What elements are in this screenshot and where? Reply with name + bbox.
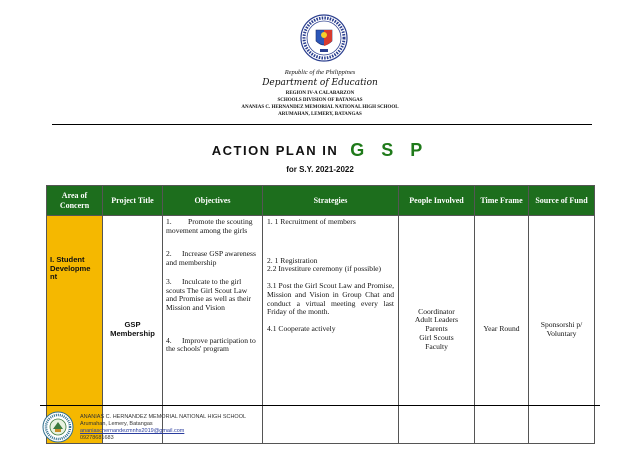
strategy-item: 2. 1 Registration bbox=[267, 255, 318, 265]
objective-item: 2. Increase GSP awareness and membership bbox=[166, 249, 256, 268]
footer-address: Arumahan, Lemery, Batangas bbox=[80, 421, 153, 428]
school-year: for S.Y. 2021-2022 bbox=[286, 165, 354, 174]
footer-info bbox=[80, 414, 246, 443]
header-fund: Source of Fund bbox=[529, 186, 595, 216]
footer-email-link[interactable]: ananiaschernandezmnhs2019@gmail.com bbox=[80, 428, 185, 435]
footer-phone: 09278681683 bbox=[80, 435, 114, 442]
deped-seal-icon bbox=[300, 14, 348, 62]
republic-line: Republic of the Philippines bbox=[284, 69, 356, 76]
objective-item: 4. Improve participation to the schools' program bbox=[166, 335, 256, 354]
region-line: REGION IV-A CALABARZON bbox=[285, 91, 355, 96]
objective-item: 3. Inculcate to the girl scouts The Girl Scout Law and Promise as well as their Mission and Vision bbox=[166, 276, 251, 313]
strategy-item: 4.1 Cooperate actively bbox=[267, 324, 336, 334]
school-line: ANANIAS C. HERNANDEZ MEMORIAL NATIONAL HIGH SCHOOL bbox=[241, 105, 399, 110]
table-header-row bbox=[47, 186, 595, 216]
header-area: Area of Concern bbox=[47, 186, 103, 216]
people-cell bbox=[399, 216, 475, 444]
time-frame-cell: Year Round bbox=[475, 216, 529, 444]
project-cell: GSP Membership bbox=[103, 216, 163, 444]
people-item: Parents bbox=[425, 324, 448, 334]
people-item: Adult Leaders bbox=[414, 315, 459, 325]
division-line: SCHOOLS DIVISION OF BATANGAS bbox=[277, 98, 363, 103]
school-logo-icon bbox=[42, 411, 74, 443]
strategy-item: 3.1 Post the Girl Scout Law and Promise, Mission and Vision in Group Chat and conduct a virtual meeting every last Friday of the month. bbox=[267, 281, 394, 317]
footer-school: ANANIAS C. HERNANDEZ MEMORIAL NATIONAL HIGH SCHOOL bbox=[80, 414, 247, 420]
strategy-item: 2.2 Investiture ceremony (if possible) bbox=[267, 264, 382, 274]
people-item: Coordinator bbox=[418, 306, 455, 316]
header-divider bbox=[52, 124, 592, 125]
strategy-item: 1. 1 Recruitment of members bbox=[267, 217, 356, 226]
title-org: G S P bbox=[350, 140, 429, 160]
department-line: Department of Education bbox=[262, 78, 378, 88]
people-item: Girl Scouts bbox=[419, 332, 454, 342]
title-prefix: ACTION PLAN IN bbox=[211, 143, 339, 158]
header-people: People Involved bbox=[399, 186, 475, 216]
people-item: Faculty bbox=[425, 341, 448, 351]
page-title bbox=[0, 140, 640, 161]
header-objectives: Objectives bbox=[163, 186, 263, 216]
area-cell: I. Student Developme nt bbox=[47, 216, 103, 444]
strategies-cell bbox=[263, 216, 399, 444]
header-strategies: Strategies bbox=[263, 186, 399, 216]
footer-divider bbox=[40, 405, 600, 406]
header-time: Time Frame bbox=[475, 186, 529, 216]
header-project: Project Title bbox=[103, 186, 163, 216]
objective-item: 1. Promote the scouting movement among the girls bbox=[166, 217, 253, 235]
objectives-cell bbox=[163, 216, 263, 444]
fund-cell: Sponsorshi p/ Voluntary bbox=[529, 216, 595, 444]
address-line: ARUMAHAN, LEMERY, BATANGAS bbox=[278, 112, 362, 117]
table-row bbox=[47, 216, 595, 444]
